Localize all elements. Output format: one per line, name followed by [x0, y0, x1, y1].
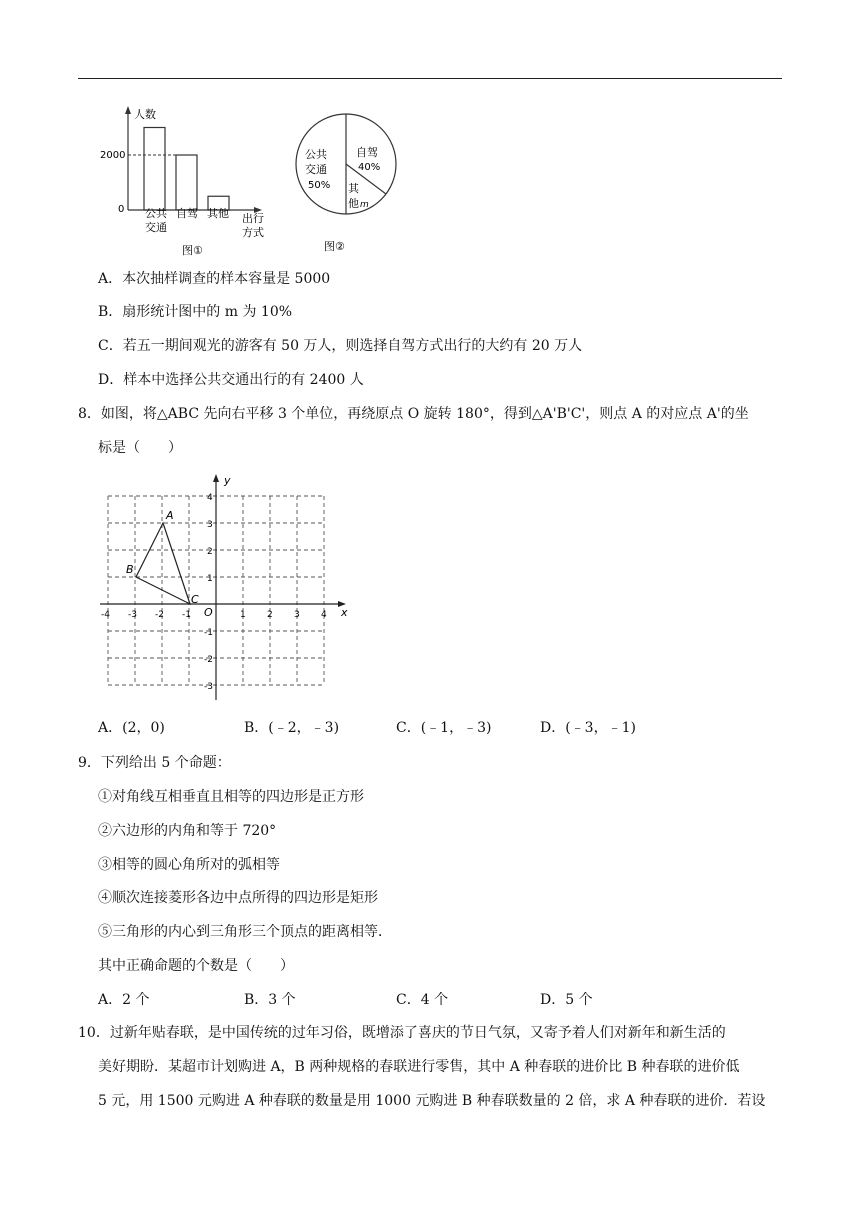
y-axis-label: 人数	[134, 108, 156, 121]
origin-label: 0	[118, 204, 125, 215]
bar-label-other: 其他	[207, 207, 229, 220]
q9-proposition-1: ①对角线互相垂直且相等的四边形是正方形	[98, 789, 364, 805]
x-tick-label: -1	[182, 610, 191, 620]
x-tick-label: -3	[128, 610, 137, 620]
bar-label-self: 自驾	[176, 207, 198, 220]
q9-proposition-4: ④顺次连接菱形各边中点所得的四边形是矩形	[98, 890, 378, 906]
q9-option-c: C．4 个	[396, 992, 449, 1008]
bar-chart-figure	[96, 100, 276, 260]
q9-option-d: D．5 个	[540, 992, 593, 1008]
y-tick-label: 4	[207, 493, 213, 503]
y-tick-label: -1	[204, 628, 213, 638]
q10-line3: 5 元，用 1500 元购进 A 种春联的数量是用 1000 元购进 B 种春联数量的 2 倍，求 A 种春联的进价．若设	[98, 1093, 766, 1109]
point-b-label: B	[126, 563, 134, 576]
q8-option-d: D．(﹣3，﹣1)	[540, 720, 636, 736]
q9-proposition-5: ⑤三角形的内心到三角形三个顶点的距离相等．	[98, 924, 392, 940]
x-axis-label-2: 方式	[242, 226, 264, 239]
pie-label-public-2: 交通	[305, 163, 327, 176]
x-axis-label-1: 出行	[242, 212, 264, 225]
q9-proposition-2: ②六边形的内角和等于 720°	[98, 823, 277, 839]
q8-option-a: A．(2，0)	[98, 720, 165, 736]
pie-chart-figure	[294, 108, 404, 258]
x-tick-label: 4	[321, 610, 327, 620]
x-axis-letter: x	[341, 606, 348, 619]
x-tick-label: -4	[101, 610, 110, 620]
q7-option-d: D．样本中选择公共交通出行的有 2400 人	[98, 372, 364, 388]
q8-option-b: B．(﹣2，﹣3)	[244, 720, 340, 736]
q7-option-a: A．本次抽样调查的样本容量是 5000	[98, 271, 331, 287]
q8-stem-line2: 标是（ ）	[98, 440, 182, 456]
q10-line2: 美好期盼．某超市计划购进 A，B 两种规格的春联进行零售，其中 A 种春联的进价比 B 种春联的进价低	[98, 1059, 740, 1075]
point-c-label: C	[191, 593, 199, 606]
pie-label-public-pct: 50%	[308, 180, 331, 191]
y-axis-arrow	[213, 474, 219, 482]
y-tick-label: -2	[204, 655, 213, 665]
header-rule	[78, 78, 782, 79]
x-tick-label: 3	[294, 610, 300, 620]
x-tick-label: 1	[240, 610, 246, 620]
fig2-caption: 图②	[324, 240, 345, 253]
pie-label-other-pct: m	[360, 200, 369, 210]
coordinate-grid-figure	[96, 464, 356, 700]
origin-o-label: O	[204, 606, 213, 619]
triangle-abc	[136, 523, 190, 604]
point-a-label: A	[166, 509, 174, 522]
y-tick-label: 1	[207, 574, 213, 584]
y-tick-label: -3	[204, 682, 213, 692]
q9-option-a: A．2 个	[98, 992, 150, 1008]
y-tick-label: 3	[207, 520, 213, 530]
x-tick-label: 2	[267, 610, 273, 620]
fig1-caption: 图①	[182, 244, 203, 257]
tick-2000: 2000	[100, 150, 126, 161]
q7-option-b: B．扇形统计图中的 m 为 10%	[98, 304, 293, 320]
pie-label-public-1: 公共	[305, 148, 327, 161]
q9-option-b: B．3 个	[244, 992, 296, 1008]
bar-label-public-2: 交通	[145, 221, 167, 234]
q9-stem: 9．下列给出 5 个命题：	[78, 755, 231, 771]
pie-label-self: 自驾	[356, 146, 378, 159]
pie-label-other-1: 其	[348, 182, 359, 195]
y-tick-label: 2	[207, 547, 213, 557]
bar-label-public-1: 公共	[145, 207, 167, 220]
pie-label-self-pct: 40%	[358, 162, 381, 173]
q9-proposition-3: ③相等的圆心角所对的弧相等	[98, 857, 280, 873]
bar-2	[176, 155, 197, 210]
q8-option-c: C．(﹣1，﹣3)	[396, 720, 492, 736]
q8-stem-line1: 8．如图，将△ABC 先向右平移 3 个单位，再绕原点 O 旋转 180°，得到△A'B'C'，则点 A 的对应点 A'的坐	[78, 406, 749, 422]
q10-line1: 10．过新年贴春联，是中国传统的过年习俗，既增添了喜庆的节日气氛，又寄予着人们对新年和新生活的	[78, 1025, 726, 1041]
y-axis-arrow	[125, 106, 131, 114]
y-axis-letter: y	[224, 474, 231, 487]
x-tick-label: -2	[155, 610, 164, 620]
pie-label-other-2: 他	[348, 197, 359, 210]
bar-1	[144, 128, 165, 211]
q7-option-c: C．若五一期间观光的游客有 50 万人，则选择自驾方式出行的大约有 20 万人	[98, 338, 583, 354]
q9-ask: 其中正确命题的个数是（ ）	[98, 958, 294, 974]
